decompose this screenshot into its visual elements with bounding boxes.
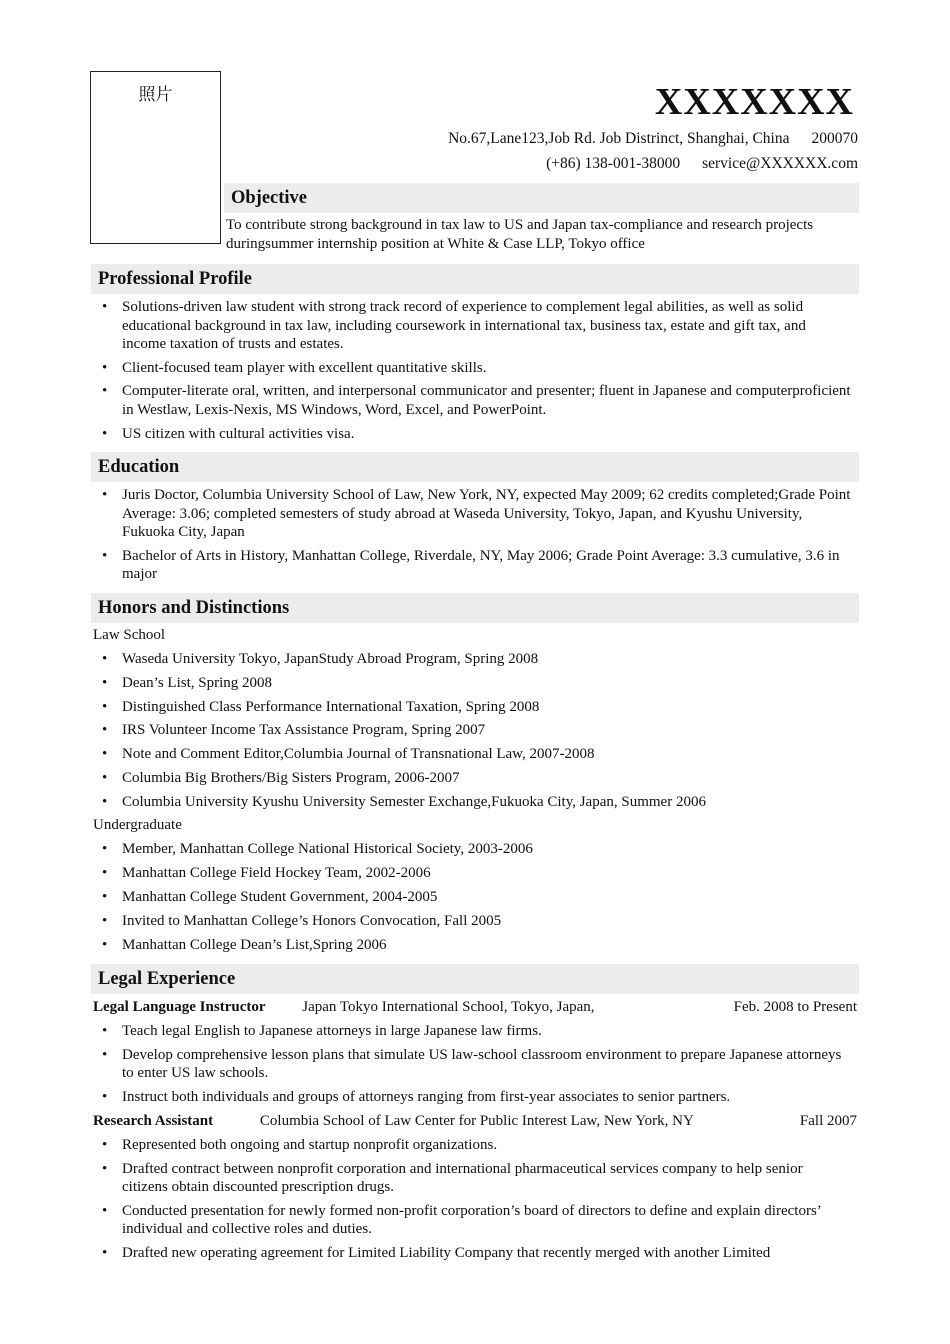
profile-heading: Professional Profile (91, 264, 859, 294)
law-honors-list (93, 650, 853, 811)
list-item: • Manhattan College Dean’s List,Spring 2006 (93, 936, 853, 955)
list-item: • Bachelor of Arts in History, Manhattan College, Riverdale, NY, May 2006; Grade Point Average: 3.3 cumulative, 3.6 in major (93, 547, 853, 584)
list-item: • Invited to Manhattan College’s Honors Convocation, Fall 2005 (93, 912, 853, 931)
address-line (448, 130, 858, 148)
list-item: • Manhattan College Field Hockey Team, 2002-2006 (93, 864, 853, 883)
undergraduate-label: Undergraduate (93, 817, 182, 834)
experience-heading: Legal Experience (91, 964, 859, 994)
objective-line-2: duringsummer internship position at White & Case LLP, Tokyo office (226, 236, 645, 252)
list-item: • Columbia Big Brothers/Big Sisters Program, 2006-2007 (93, 769, 853, 788)
job-duties-list (93, 1022, 853, 1111)
list-item: • Dean’s List, Spring 2008 (93, 674, 853, 693)
photo-placeholder (90, 71, 221, 244)
email-address: service@XXXXXX.com (702, 155, 858, 172)
job-organization: Columbia School of Law Center for Public Interest Law, New York, NY (259, 1113, 694, 1129)
objective-heading: Objective (224, 183, 859, 213)
list-item: • Member, Manhattan College National Historical Society, 2003-2006 (93, 840, 853, 859)
list-item: • IRS Volunteer Income Tax Assistance Program, Spring 2007 (93, 721, 853, 740)
list-item: • Develop comprehensive lesson plans that simulate US law-school classroom environment to prepare Japanese attorneys to enter US law schools. (93, 1046, 853, 1083)
list-item: • Manhattan College Student Government, 2004-2005 (93, 888, 853, 907)
list-item: • Drafted contract between nonprofit corporation and international pharmaceutical services company to help senior citizens obtain discounted prescription drugs. (93, 1160, 833, 1197)
candidate-name: XXXXXXX (654, 81, 854, 123)
list-item: • Computer-literate oral, written, and interpersonal communicator and presenter; fluent in Japanese and computerproficient in Westlaw, Lexis-Nexis, MS Windows, Word, Excel, and PowerPoint. (93, 382, 853, 419)
job-organization: Japan Tokyo International School, Tokyo, Japan, (302, 999, 595, 1015)
contact-line (546, 155, 858, 173)
list-item: • Teach legal English to Japanese attorneys in large Japanese law firms. (93, 1022, 853, 1041)
education-heading: Education (91, 452, 859, 482)
list-item: • Client-focused team player with excellent quantitative skills. (93, 359, 853, 378)
list-item: • Distinguished Class Performance International Taxation, Spring 2008 (93, 698, 853, 717)
objective-text (226, 216, 866, 254)
list-item: • Conducted presentation for newly formed non-profit corporation’s board of directors to define and explain directors’ individual and collective roles and duties. (93, 1202, 833, 1239)
education-list (93, 486, 853, 589)
honors-heading: Honors and Distinctions (91, 593, 859, 623)
list-item: • Columbia University Kyushu University Semester Exchange,Fukuoka City, Japan, Summer 2006 (93, 793, 853, 812)
profile-list (93, 298, 853, 448)
list-item: • Note and Comment Editor,Columbia Journal of Transnational Law, 2007-2008 (93, 745, 853, 764)
honors-body (93, 626, 853, 959)
photo-label: 照片 (138, 85, 173, 104)
postcode: 200070 (811, 130, 858, 147)
job-header (93, 1112, 857, 1131)
phone-number: (+86) 138-001-38000 (546, 155, 681, 172)
list-item: • Solutions-driven law student with strong track record of experience to complement legal abilities, as well as solid educational background in tax law, including coursework in international tax, business tax, estate and gift tax, and income taxation of trusts and estates. (93, 298, 853, 354)
job-date: Feb. 2008 to Present (733, 999, 857, 1015)
objective-line-1: To contribute strong background in tax law to US and Japan tax-compliance and research projects (226, 217, 814, 233)
job-role: Legal Language Instructor (93, 999, 266, 1015)
list-item: • Represented both ongoing and startup nonprofit organizations. (93, 1136, 833, 1155)
law-school-label: Law School (93, 627, 166, 643)
list-item: • Instruct both individuals and groups of attorneys ranging from first-year associates to senior partners. (93, 1088, 853, 1107)
undergraduate-honors-list (93, 840, 853, 954)
list-item: • Waseda University Tokyo, JapanStudy Abroad Program, Spring 2008 (93, 650, 853, 669)
list-item: • Juris Doctor, Columbia University School of Law, New York, NY, expected May 2009; 62 credits completed;Grade Point Average: 3.06; completed semesters of study abroad at Waseda University, Tokyo, Japan, and Kyushu University, Fukuoka City, Japan (93, 486, 853, 542)
job-header (93, 998, 857, 1017)
job-role: Research Assistant (93, 1113, 214, 1129)
job-date: Fall 2007 (799, 1113, 857, 1129)
street-address: No.67,Lane123,Job Rd. Job Distrinct, Shanghai, China (448, 130, 790, 147)
list-item: • Drafted new operating agreement for Limited Liability Company that recently merged with another Limited (93, 1244, 833, 1263)
list-item: • US citizen with cultural activities visa. (93, 425, 853, 444)
job-duties-list (93, 1136, 833, 1268)
